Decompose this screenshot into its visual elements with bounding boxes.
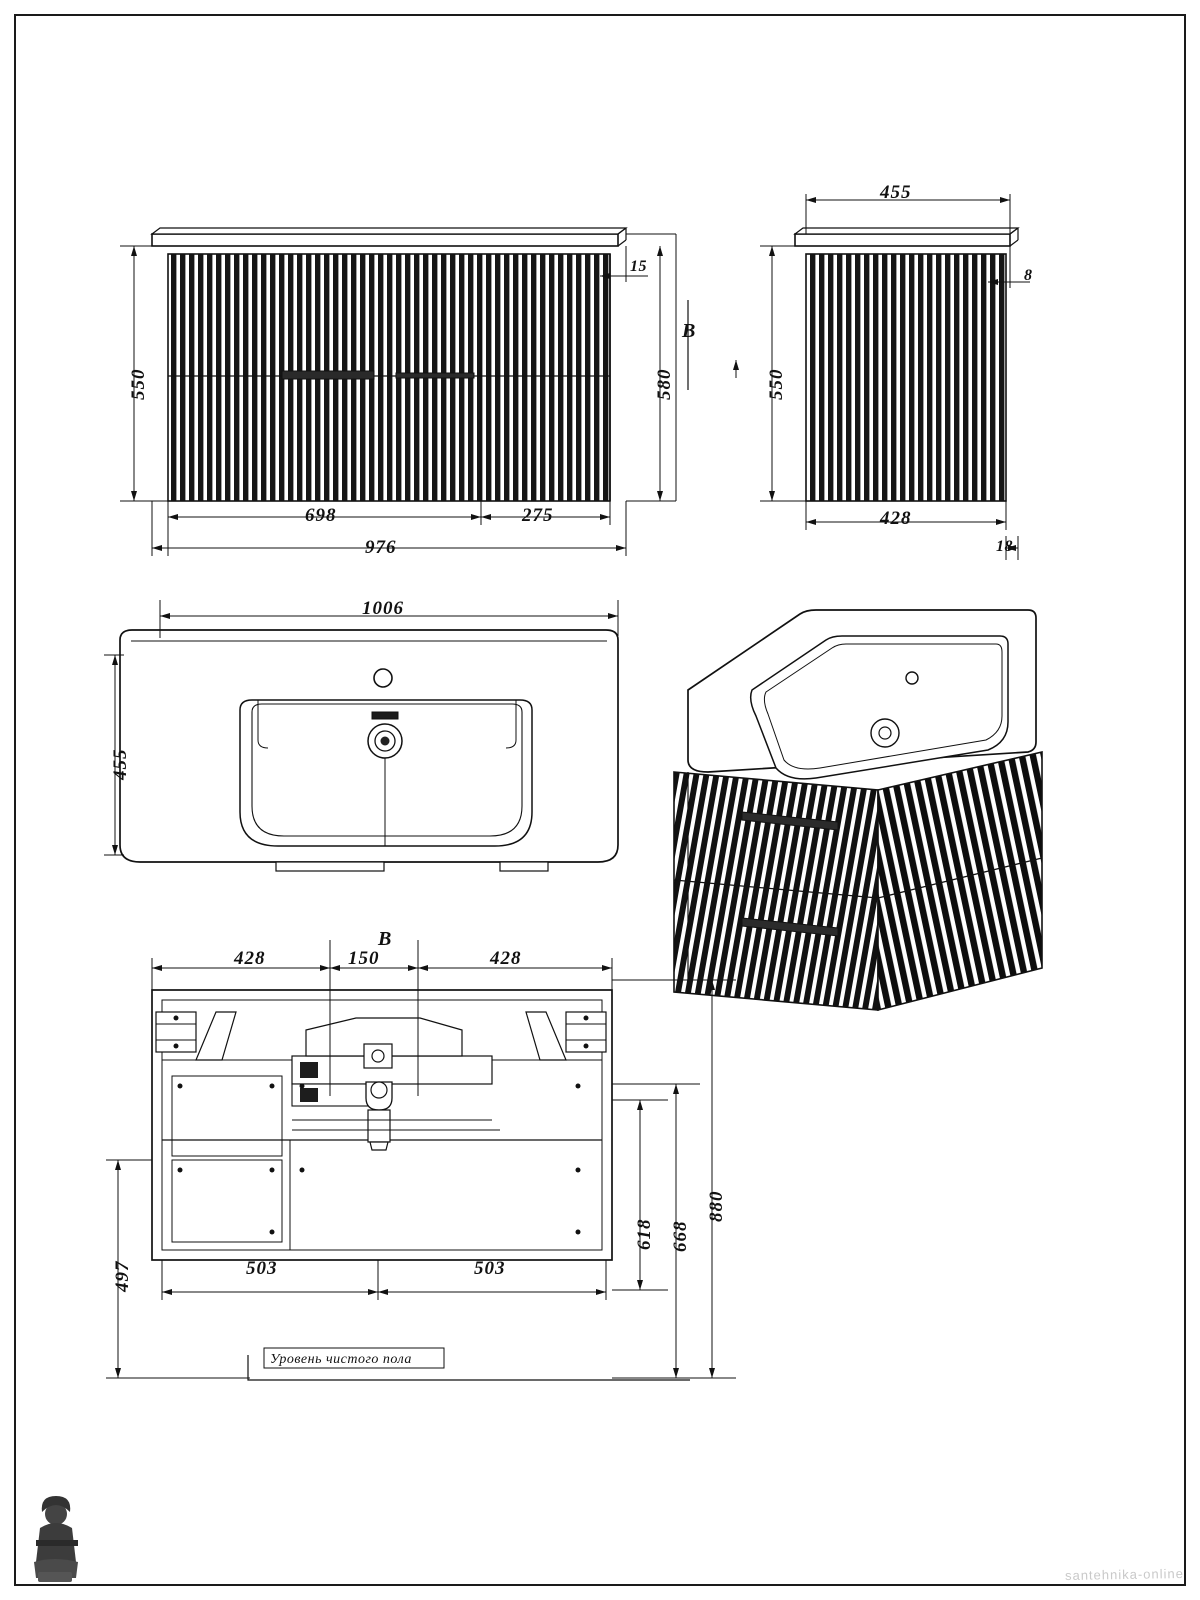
front-drawer-275-label: 275 bbox=[522, 505, 554, 526]
section-height-880-label: 880 bbox=[706, 1190, 727, 1222]
side-elevation-geometry bbox=[795, 228, 1018, 501]
front-height-550-label: 550 bbox=[128, 368, 149, 400]
side-overhang-8-label: 8 bbox=[1024, 267, 1033, 284]
section-right-428-label: 428 bbox=[490, 948, 522, 969]
plumber-mascot-logo bbox=[34, 1496, 78, 1582]
basin-depth-455-label: 455 bbox=[110, 748, 131, 780]
section-left-drawer-503-label: 503 bbox=[246, 1258, 278, 1279]
floor-level-note: Уровень чистого пола bbox=[270, 1352, 412, 1367]
section-right-drawer-503-label: 503 bbox=[474, 1258, 506, 1279]
side-height-550-label: 550 bbox=[766, 368, 787, 400]
side-depth-455-label: 455 bbox=[880, 182, 912, 203]
side-body-depth-428-label: 428 bbox=[880, 508, 912, 529]
section-middle-150-label: 150 bbox=[348, 948, 380, 969]
section-bb-geometry bbox=[152, 990, 690, 1380]
basin-top-view-geometry bbox=[120, 630, 618, 871]
front-elevation-geometry bbox=[152, 228, 626, 501]
section-height-618-label: 618 bbox=[634, 1218, 655, 1250]
basin-width-1006-label: 1006 bbox=[362, 598, 404, 619]
section-height-497-label: 497 bbox=[112, 1260, 133, 1292]
section-left-428-label: 428 bbox=[234, 948, 266, 969]
isometric-view-geometry bbox=[674, 610, 1042, 1010]
front-drawer-698-label: 698 bbox=[305, 505, 337, 526]
section-label-b: B bbox=[378, 928, 392, 950]
front-section-label-b: B bbox=[682, 320, 696, 342]
side-gap-18-label: 18 bbox=[996, 538, 1013, 555]
front-total-976-label: 976 bbox=[365, 537, 397, 558]
watermark: santehnika-online bbox=[1064, 1565, 1185, 1584]
front-top-thickness-15-label: 15 bbox=[630, 258, 647, 275]
front-height-580-label: 580 bbox=[654, 368, 675, 400]
section-height-668-label: 668 bbox=[670, 1220, 691, 1252]
